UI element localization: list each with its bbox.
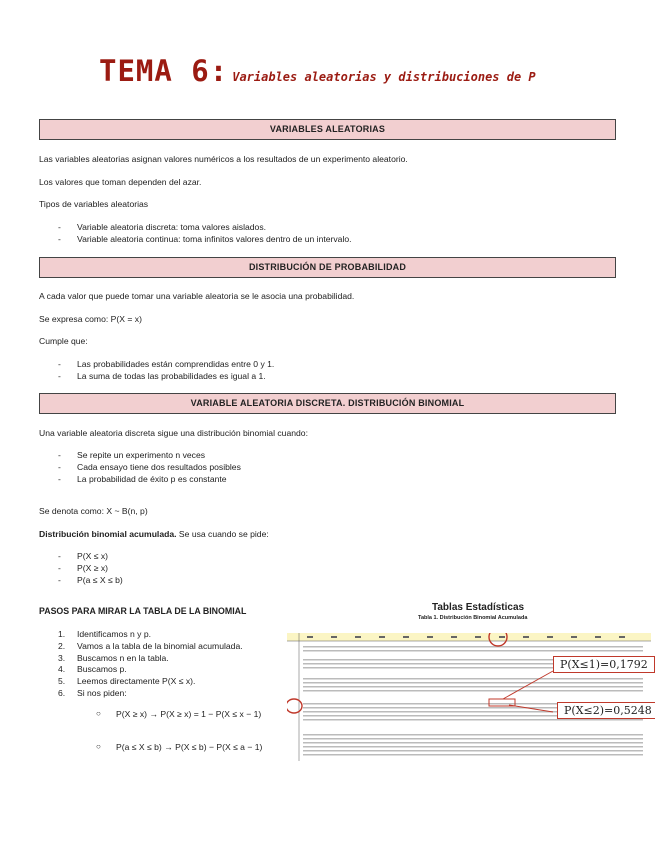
annotation-arrow-1 <box>503 671 553 699</box>
table-image-title: Tablas Estadísticas <box>432 602 525 613</box>
step-item: Identificamos n y p. <box>77 629 152 639</box>
table-image-subtitle: Tabla 1. Distribución Binomial Acumulada <box>418 615 528 621</box>
binomial-table-image <box>287 633 653 763</box>
circle-bullet-icon: ○ <box>96 742 101 751</box>
page-title <box>99 54 536 88</box>
section-heading-binomial: VARIABLE ALEATORIA DISCRETA. DISTRIBUCIÓN BINOMIAL <box>39 393 616 414</box>
step-item: Si nos piden: <box>77 688 127 698</box>
paragraph: Una variable aleatoria discreta sigue una distribución binomial cuando: <box>39 428 308 438</box>
formula-item: P(a ≤ X ≤ b) → P(X ≤ b) − P(X ≤ a − 1) <box>116 742 263 752</box>
paragraph <box>39 529 269 539</box>
paragraph: Los valores que toman dependen del azar. <box>39 177 202 187</box>
list-item: P(a ≤ X ≤ b) <box>77 575 123 585</box>
annotation-box-2: P(X≤2)=0,5248 <box>557 702 655 719</box>
paragraph: Tipos de variables aleatorias <box>39 199 149 209</box>
list-item: Cada ensayo tiene dos resultados posibles <box>77 462 241 472</box>
list-item: La probabilidad de éxito p es constante <box>77 474 227 484</box>
title-subtitle: Variables aleatorias y distribuciones de P <box>232 70 536 84</box>
n-row-circle <box>287 699 302 713</box>
paragraph: Se denota como: X ~ B(n, p) <box>39 506 148 516</box>
list-item: Variable aleatoria continua: toma infinitos valores dentro de un intervalo. <box>77 234 352 244</box>
step-item: Buscamos p. <box>77 664 127 674</box>
paragraph: Se expresa como: P(X = x) <box>39 314 142 324</box>
annotation-box-1: P(X≤1)=0,1792 <box>553 656 655 673</box>
step-item: Vamos a la tabla de la binomial acumulada. <box>77 641 243 651</box>
section-heading-pasos: PASOS PARA MIRAR LA TABLA DE LA BINOMIAL <box>39 606 247 616</box>
step-item: Leemos directamente P(X ≤ x). <box>77 676 196 686</box>
list-item: Variable aleatoria discreta: toma valores aislados. <box>77 222 266 232</box>
table-column-lines <box>287 633 651 761</box>
paragraph: Las variables aleatorias asignan valores numéricos a los resultados de un experimento aleatorio. <box>39 154 408 164</box>
list-item: Se repite un experimento n veces <box>77 450 206 460</box>
paragraph: Cumple que: <box>39 336 88 346</box>
section-heading-distribucion: DISTRIBUCIÓN DE PROBABILIDAD <box>39 257 616 278</box>
paragraph: A cada valor que puede tomar una variable aleatoria se le asocia una probabilidad. <box>39 291 355 301</box>
title-main: TEMA 6: <box>99 54 229 88</box>
list-item: Las probabilidades están comprendidas entre 0 y 1. <box>77 359 275 369</box>
list-item: P(X ≤ x) <box>77 551 108 561</box>
step-item: Buscamos n en la tabla. <box>77 653 169 663</box>
section-heading-variables: VARIABLES ALEATORIAS <box>39 119 616 140</box>
text: Se usa cuando se pide: <box>176 529 269 539</box>
bold-text: Distribución binomial acumulada. <box>39 529 177 539</box>
list-item: P(X ≥ x) <box>77 563 108 573</box>
circle-bullet-icon: ○ <box>96 709 101 718</box>
formula-item: P(X ≥ x) → P(X ≥ x) = 1 − P(X ≤ x − 1) <box>116 709 262 719</box>
list-item: La suma de todas las probabilidades es igual a 1. <box>77 371 266 381</box>
